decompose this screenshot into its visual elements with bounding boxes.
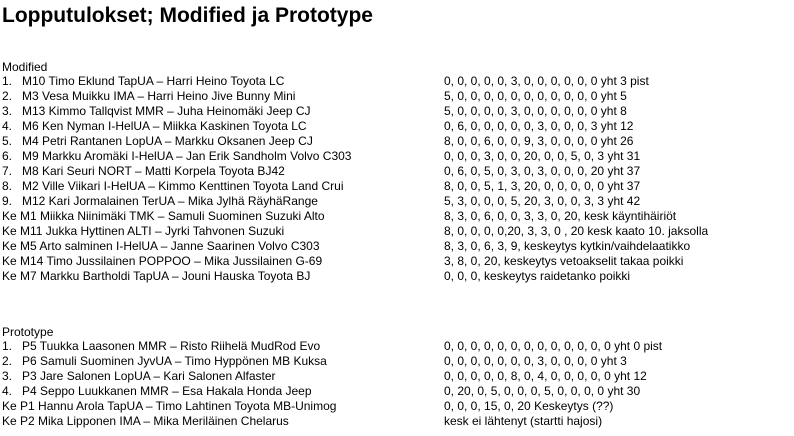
crew-and-vehicle: M3 Vesa Muikku IMA – Harri Heino Jive Bunny Mini (22, 89, 296, 103)
penalty-points: kesk ei lähtenyt (startti hajosi) (444, 414, 603, 428)
crew-and-vehicle: M12 Kari Jormalainen TerUA – Mika Jylhä RäyhäRange (22, 194, 318, 208)
result-row (2, 74, 792, 89)
result-position: 7. (2, 164, 13, 178)
penalty-points: 0, 0, 0, 0, 0, 0, 0, 0, 0, 0, 0, 0, 0 yht 0 pist (444, 339, 663, 353)
penalty-points: 0, 6, 0, 5, 0, 3, 0, 3, 0, 0, 0, 20 yht 37 (444, 164, 641, 178)
result-position: 4. (2, 119, 13, 133)
result-position: 9. (2, 194, 13, 208)
penalty-points: 5, 3, 0, 0, 0, 5, 20, 3, 0, 0, 3, 3 yht 42 (444, 194, 641, 208)
result-row (2, 384, 792, 399)
prototype-results-list (2, 339, 792, 429)
result-row (2, 104, 792, 119)
result-position: 5. (2, 134, 13, 148)
crew-and-vehicle: M6 Ken Nyman I-HelUA – Miikka Kaskinen Toyota LC (22, 119, 307, 133)
crew-and-vehicle: M10 Timo Eklund TapUA – Harri Heino Toyota LC (22, 74, 285, 88)
modified-results-list (2, 74, 792, 284)
penalty-points: 8, 3, 0, 6, 0, 0, 3, 3, 0, 20, kesk käyntihäiriöt (444, 209, 677, 223)
crew-and-vehicle: M8 Kari Seuri NORT – Matti Korpela Toyota BJ42 (22, 164, 285, 178)
penalty-points: 8, 0, 0, 0, 0,20, 3, 3, 0 , 20 kesk kaato 10. jaksolla (444, 224, 709, 238)
result-position: 8. (2, 179, 13, 193)
page-title: Lopputulokset; Modified ja Prototype (2, 4, 373, 27)
penalty-points: 0, 0, 0, 0, 0, 3, 0, 0, 0, 0, 0, 0 yht 3 pist (444, 74, 649, 88)
crew-and-vehicle: Ke M7 Markku Bartholdi TapUA – Jouni Hauska Toyota BJ (2, 269, 311, 283)
crew-and-vehicle: M9 Markku Aromäki I-HelUA – Jan Erik Sandholm Volvo C303 (22, 149, 352, 163)
penalty-points: 5, 0, 0, 0, 0, 3, 0, 0, 0, 0, 0, 0 yht 8 (444, 104, 627, 118)
result-position: 3. (2, 104, 13, 118)
penalty-points: 0, 20, 0, 5, 0, 0, 0, 5, 0, 0, 0, 0 yht 30 (444, 384, 641, 398)
result-row (2, 354, 792, 369)
crew-and-vehicle: M13 Kimmo Tallqvist MMR – Juha Heinomäki Jeep CJ (22, 104, 311, 118)
crew-and-vehicle: P5 Tuukka Laasonen MMR – Risto Riihelä MudRod Evo (22, 339, 321, 353)
crew-and-vehicle: Ke M5 Arto salminen I-HelUA – Janne Saarinen Volvo C303 (2, 239, 320, 253)
crew-and-vehicle: Ke M1 Miikka Niinimäki TMK – Samuli Suominen Suzuki Alto (2, 209, 325, 223)
crew-and-vehicle: P6 Samuli Suominen JyvUA – Timo Hyppönen MB Kuksa (22, 354, 327, 368)
penalty-points: 0, 6, 0, 0, 0, 0, 0, 3, 0, 0, 0, 3 yht 12 (444, 119, 634, 133)
result-position: 2. (2, 354, 13, 368)
penalty-points: 0, 0, 0, keskeytys raidetanko poikki (444, 269, 631, 283)
penalty-points: 8, 3, 0, 6, 3, 9, keskeytys kytkin/vaihdelaatikko (444, 239, 691, 253)
result-row (2, 224, 792, 239)
result-position: 1. (2, 339, 13, 353)
result-row (2, 369, 792, 384)
result-position: 2. (2, 89, 13, 103)
result-row (2, 164, 792, 179)
result-row (2, 209, 792, 224)
penalty-points: 5, 0, 0, 0, 0, 0, 0, 0, 0, 0, 0, 0 yht 5 (444, 89, 627, 103)
penalty-points: 0, 0, 0, 15, 0, 20 Keskeytys (??) (444, 399, 614, 413)
penalty-points: 8, 0, 0, 5, 1, 3, 20, 0, 0, 0, 0, 0 yht 37 (444, 179, 641, 193)
result-row (2, 254, 792, 269)
result-row (2, 269, 792, 284)
crew-and-vehicle: Ke M11 Jukka Hyttinen ALTI – Jyrki Tahvonen Suzuki (2, 224, 285, 238)
penalty-points: 0, 0, 0, 0, 0, 8, 0, 4, 0, 0, 0, 0, 0 yht 12 (444, 369, 647, 383)
crew-and-vehicle: Ke P1 Hannu Arola TapUA – Timo Lahtinen Toyota MB-Unimog (2, 399, 337, 413)
crew-and-vehicle: M2 Ville Viikari I-HelUA – Kimmo Kenttinen Toyota Land Crui (22, 179, 344, 193)
result-row (2, 414, 792, 429)
prototype-section-label: Prototype (2, 325, 54, 339)
result-row (2, 89, 792, 104)
result-row (2, 119, 792, 134)
crew-and-vehicle: P4 Seppo Luukkanen MMR – Esa Hakala Honda Jeep (22, 384, 312, 398)
modified-section-label: Modified (2, 60, 48, 74)
result-position: 6. (2, 149, 13, 163)
result-row (2, 399, 792, 414)
result-position: 1. (2, 74, 13, 88)
result-position: 3. (2, 369, 13, 383)
penalty-points: 0, 0, 0, 0, 0, 0, 0, 3, 0, 0, 0, 0 yht 3 (444, 354, 627, 368)
result-row (2, 134, 792, 149)
result-row (2, 194, 792, 209)
result-row (2, 149, 792, 164)
result-row (2, 239, 792, 254)
crew-and-vehicle: Ke M14 Timo Jussilainen POPPOO – Mika Jussilainen G-69 (2, 254, 323, 268)
crew-and-vehicle: P3 Jare Salonen LopUA – Kari Salonen Alfaster (22, 369, 276, 383)
penalty-points: 0, 0, 0, 3, 0, 0, 20, 0, 0, 5, 0, 3 yht 31 (444, 149, 641, 163)
penalty-points: 8, 0, 0, 6, 0, 0, 9, 3, 0, 0, 0, 0 yht 26 (444, 134, 634, 148)
result-row (2, 339, 792, 354)
crew-and-vehicle: M4 Petri Rantanen LopUA – Markku Oksanen Jeep CJ (22, 134, 313, 148)
result-row (2, 179, 792, 194)
result-position: 4. (2, 384, 13, 398)
crew-and-vehicle: Ke P2 Mika Lipponen IMA – Mika Meriläinen Chelarus (2, 414, 289, 428)
penalty-points: 3, 8, 0, 20, keskeytys vetoakselit takaa poikki (444, 254, 684, 268)
